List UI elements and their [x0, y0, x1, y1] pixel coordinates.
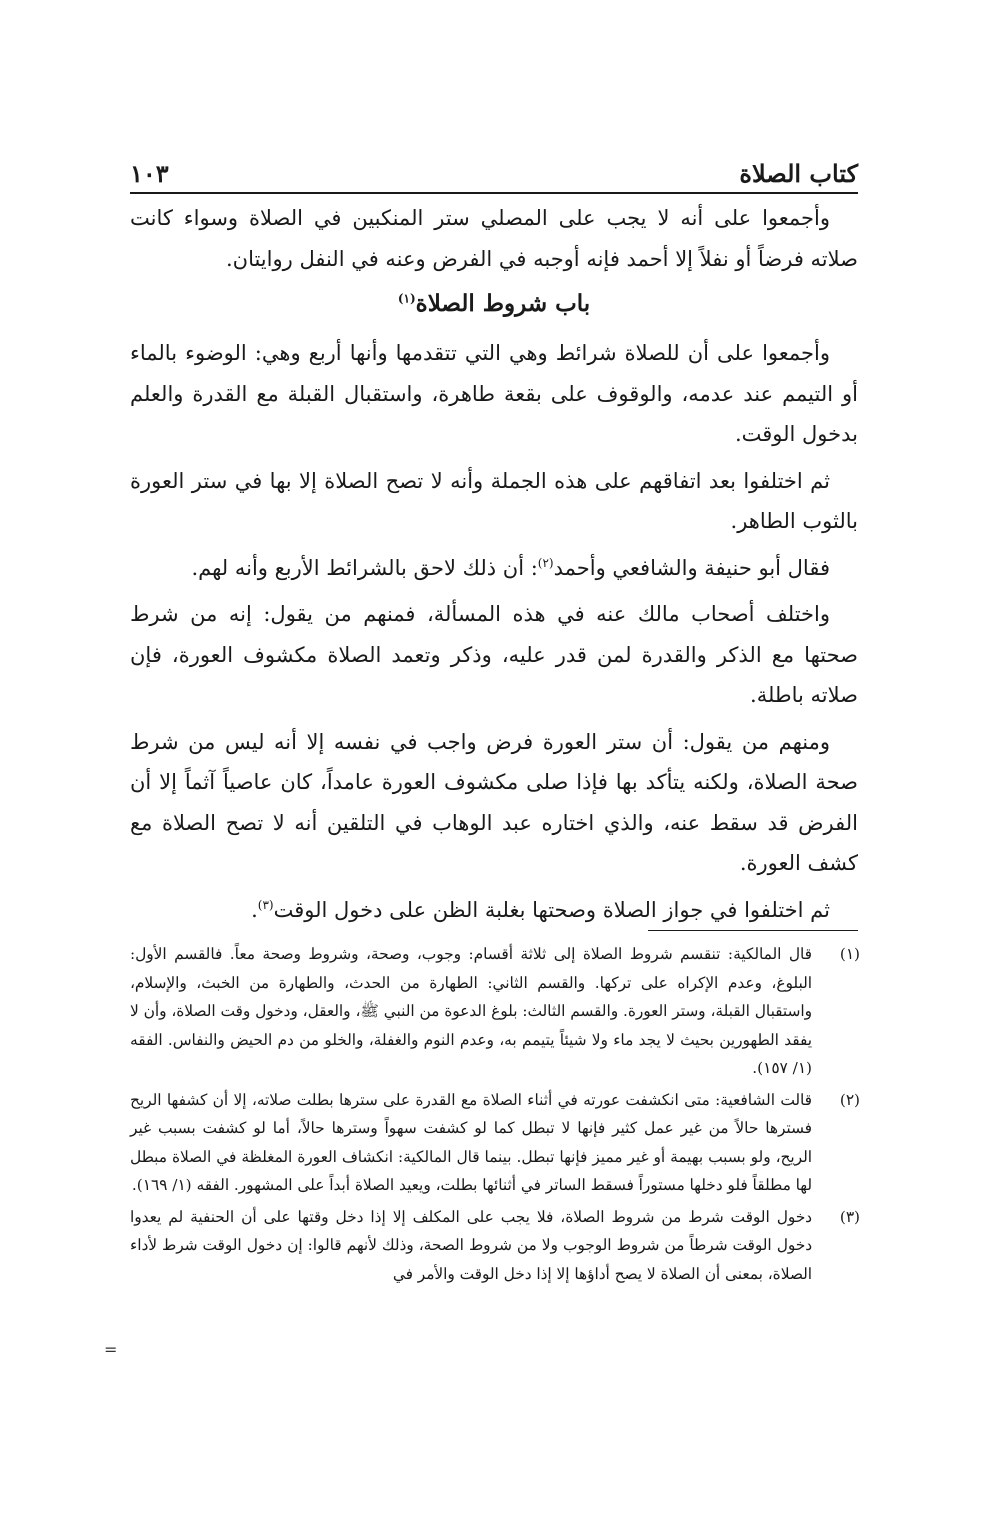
running-header — [130, 148, 858, 194]
footnote-number: (١) — [839, 945, 860, 963]
continuation-mark: = — [104, 1340, 118, 1359]
main-text — [130, 198, 858, 936]
footnote-ref-3: (٣) — [257, 897, 274, 912]
footnote-number: (٣) — [839, 1207, 860, 1226]
footnotes — [130, 940, 860, 1291]
paragraph-7 — [130, 890, 858, 931]
footnote-separator — [648, 930, 858, 931]
paragraph-5: واختلف أصحاب مالك عنه في هذه المسألة، فمنهم من يقول: إنه من شرط صحتها مع الذكر والقدرة لمن قدر عليه، وذكر وتعمد الصلاة مكشوف العورة، فإن صلاته باطلة. — [130, 602, 858, 707]
page-number: ١٠٣ — [130, 159, 169, 188]
footnote-ref-2: (٢) — [537, 555, 554, 570]
paragraph-3: ثم اختلفوا بعد اتفاقهم على هذه الجملة وأنه لا تصح الصلاة إلا بها في ستر العورة بالثوب الطاهر. — [130, 468, 858, 533]
footnote-number: (٢) — [839, 1090, 860, 1109]
paragraph-7-part-a: ثم اختلفوا في جواز الصلاة وصحتها بغلبة الظن على دخول الوقت — [273, 897, 830, 922]
section-heading — [130, 287, 858, 321]
book-title: كتاب الصلاة — [739, 159, 858, 188]
footnote-ref-1: (١) — [397, 291, 416, 306]
footnote-text: قالت الشافعية: متى انكشفت عورته في أثناء الصلاة مع القدرة على سترها بطلت صلاته، إلا أن كشفها الريح فسترها حالاً من غير عمل كثير فإنها لا تبطل كما لو كشفت سهواً وسترها حالاً، أما لو كشفت بسبب غير الريح، ولو بسبب بهيمة أو غير مميز فإنها تبطل. بينما قال المالكية: انكشاف العورة المغلظة في الصلاة مبطل لها مطلقاً فلو دخلها مستوراً فسقط الساتر في أثنائها بطلت، ويعيد الصلاة أبداً على المشهور. الفقه (١/ ١٦٩). — [130, 1090, 812, 1194]
footnote-3 — [130, 1203, 860, 1289]
paragraph-7-part-b: . — [251, 897, 258, 922]
paragraph-4-part-a: فقال أبو حنيفة والشافعي وأحمد — [553, 555, 830, 580]
footnote-2 — [130, 1086, 860, 1200]
paragraph-6: ومنهم من يقول: أن ستر العورة فرض واجب في نفسه إلا أنه ليس من شرط صحة الصلاة، ولكنه يتأكد بها فإذا صلى مكشوف العورة عامداً، كان عاصياً آثماً إلا أن الفرض قد سقط عنه، والذي اختاره عبد الوهاب في التلقين أنه لا تصح الصلاة مع كشف العورة. — [130, 729, 858, 875]
section-heading-text: باب شروط الصلاة — [415, 290, 591, 317]
footnote-1 — [130, 940, 860, 1083]
paragraph-4-part-b: : أن ذلك لاحق بالشرائط الأربع وأنه لهم. — [191, 555, 538, 580]
paragraph-1: وأجمعوا على أنه لا يجب على المصلي ستر المنكبين في الصلاة وسواء كانت صلاته فرضاً أو نفلاً إلا أحمد فإنه أوجبه في الفرض وعنه في النفل روايتان. — [130, 206, 858, 271]
paragraph-2: وأجمعوا على أن للصلاة شرائط وهي التي تتقدمها وأنها أربع وهي: الوضوء بالماء أو التيمم عند عدمه، والوقوف على بقعة طاهرة، واستقبال القبلة مع القدرة والعلم بدخول الوقت. — [130, 341, 858, 446]
footnote-text: دخول الوقت شرط من شروط الصلاة، فلا يجب على المكلف إلا إذا دخل وقتها على أن الحنفية لم يعدوا دخول الوقت شرطاً من شروط الوجوب ولا من شروط الصحة، وذلك لأنهم قالوا: إن دخول الوقت شرط لأداء الصلاة، بمعنى أن الصلاة لا يصح أداؤها إلا إذا دخل الوقت والأمر في — [130, 1207, 812, 1283]
paragraph-4 — [130, 548, 858, 589]
footnote-text: قال المالكية: تنقسم شروط الصلاة إلى ثلاثة أقسام: وجوب، وصحة، وشروط وصحة معاً. فالقسم الأول: البلوغ، وعدم الإكراه على تركها. والقسم الثاني: الطهارة من الحدث، والطهارة من الخبث، والإسلام، واستقبال القبلة، وستر العورة. والقسم الثالث: بلوغ الدعوة من النبي ﷺ، والعقل، ودخول وقت الصلاة، وأن لا يفقد الطهورين بحيث لا يجد ماء ولا شيئاً يتيمم به، وعدم النوم والغفلة، والخلو من دم الحيض والنفاس. الفقه (١/ ١٥٧). — [130, 945, 812, 1077]
